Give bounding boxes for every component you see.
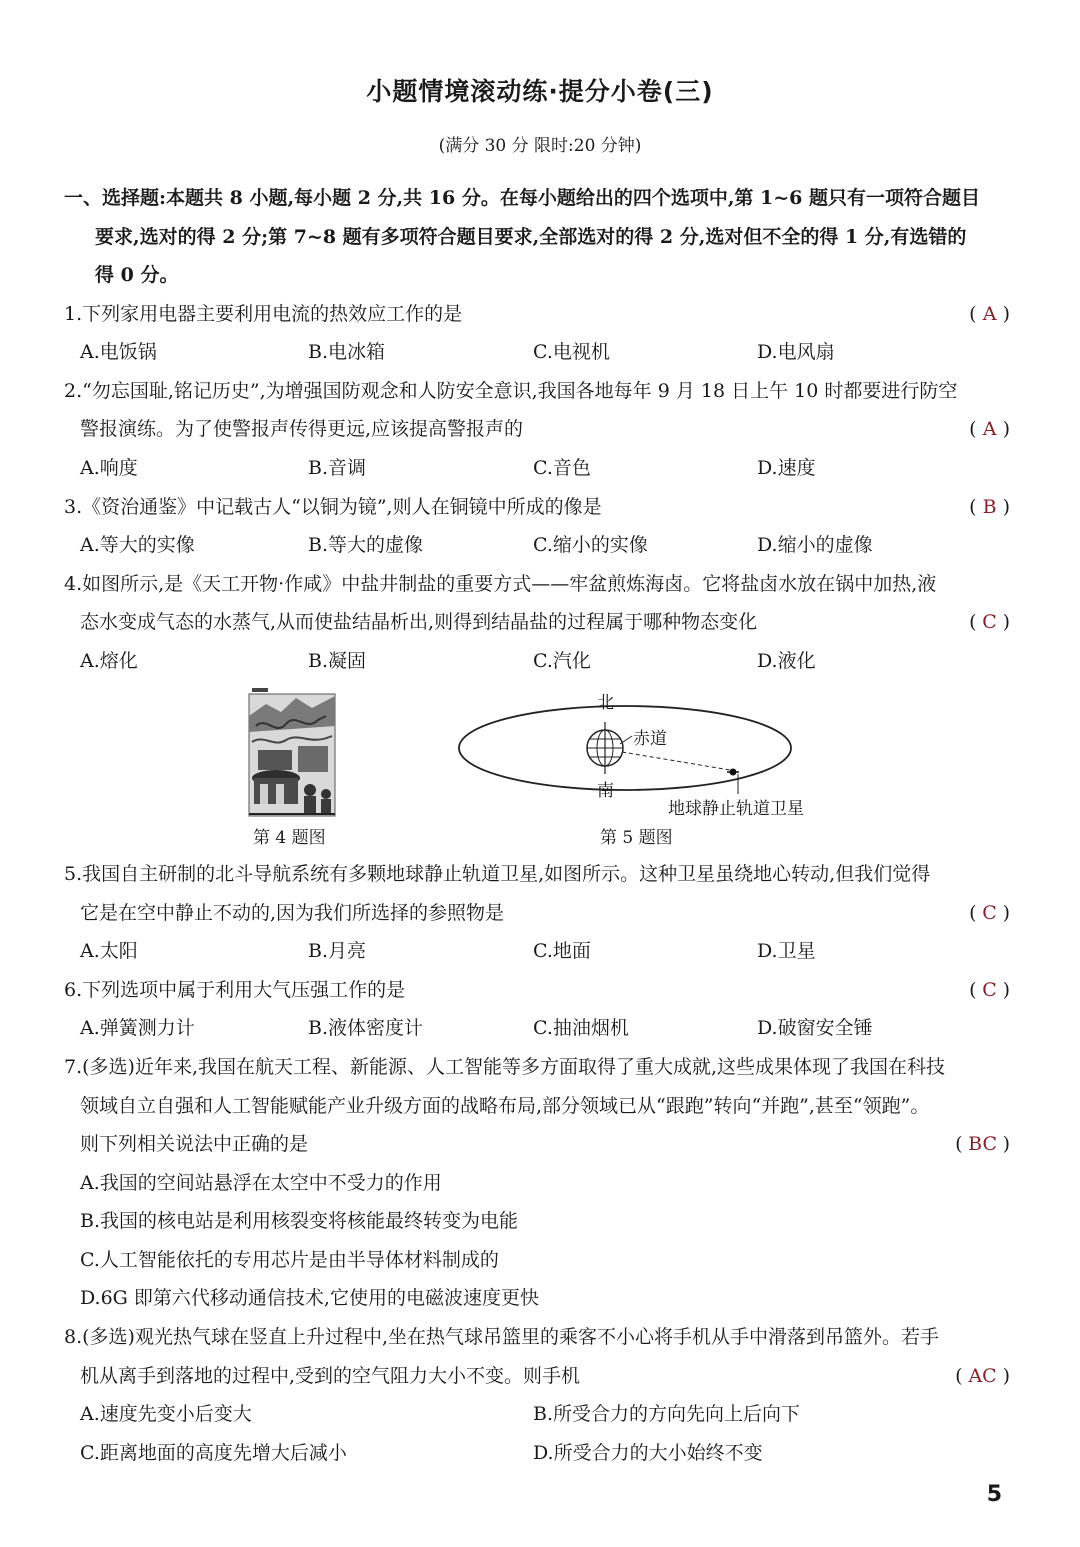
option-c: C.人工智能依托的专用芯片是由半导体材料制成的 <box>80 1249 499 1271</box>
question-7-option-c-row <box>0 1245 1080 1275</box>
question-1-answer: ( A ) <box>969 299 1010 329</box>
question-3 <box>0 492 1080 522</box>
question-5-options <box>0 936 1080 966</box>
option-a: A.太阳 <box>80 940 138 962</box>
option-b: B.等大的虚像 <box>308 534 424 556</box>
question-4 <box>0 569 1080 599</box>
answer-value: B <box>982 496 997 518</box>
option-a: A.熔化 <box>80 650 138 672</box>
question-7-stem-2: 领域自立自强和人工智能赋能产业升级方面的战略布局,部分领域已从“跟跑”转向“并跑”,甚至“领跑”。 <box>80 1095 930 1117</box>
option-a: A.速度先变小后变大 <box>80 1403 252 1425</box>
question-6 <box>0 975 1080 1005</box>
option-b: B.电冰箱 <box>308 341 386 363</box>
question-2 <box>0 376 1080 406</box>
question-8-options-row-2 <box>0 1438 1080 1468</box>
answer-value: AC <box>968 1365 997 1387</box>
question-7-line-3 <box>0 1129 1080 1159</box>
question-4-options <box>0 646 1080 676</box>
question-2-stem-1: 2.“勿忘国耻,铭记历史”,为增强国防观念和人防安全意识,我国各地每年 9 月 18 日上午 10 时都要进行防空 <box>64 380 958 402</box>
question-7-stem-3: 则下列相关说法中正确的是 <box>80 1133 309 1155</box>
question-2-stem-2: 警报演练。为了使警报声传得更远,应该提高警报声的 <box>80 418 524 440</box>
question-5 <box>0 859 1080 889</box>
question-2-line-2 <box>0 414 1080 444</box>
section-line-3: 得 0 分。 <box>95 264 179 286</box>
section-instructions <box>0 183 1080 213</box>
answer-value: A <box>982 303 997 325</box>
question-7-option-d-row <box>0 1283 1080 1313</box>
option-c: C.地面 <box>533 940 591 962</box>
question-7-option-a-row <box>0 1168 1080 1198</box>
option-a: A.响度 <box>80 457 138 479</box>
section-line-1: 一、选择题:本题共 8 小题,每小题 2 分,共 16 分。在每小题给出的四个选项中,第 1~6 题只有一项符合题目 <box>64 187 981 209</box>
question-2-answer: ( A ) <box>969 414 1010 444</box>
option-b: B.音调 <box>308 457 367 479</box>
option-a: A.电饭锅 <box>80 341 157 363</box>
option-a: A.等大的实像 <box>80 534 195 556</box>
question-8-options-row-1 <box>0 1399 1080 1429</box>
option-d: D.缩小的虚像 <box>757 534 873 556</box>
question-8-answer: ( AC ) <box>955 1361 1010 1391</box>
section-line-3-wrap <box>0 260 1080 290</box>
answer-value: C <box>982 902 997 924</box>
option-d: D.所受合力的大小始终不变 <box>533 1442 763 1464</box>
option-d: D.卫星 <box>757 940 816 962</box>
question-6-options <box>0 1013 1080 1043</box>
option-c: C.缩小的实像 <box>533 534 648 556</box>
option-b: B.液体密度计 <box>308 1017 424 1039</box>
question-7 <box>0 1052 1080 1082</box>
answer-value: A <box>982 418 997 440</box>
option-c: C.音色 <box>533 457 591 479</box>
answer-value: BC <box>968 1133 997 1155</box>
answer-value: C <box>982 979 997 1001</box>
question-5-stem-2: 它是在空中静止不动的,因为我们所选择的参照物是 <box>80 902 505 924</box>
option-b: B.凝固 <box>308 650 367 672</box>
option-b: B.所受合力的方向先向上后向下 <box>533 1403 801 1425</box>
question-8-line-2 <box>0 1361 1080 1391</box>
south-label: 南 <box>597 781 614 801</box>
question-8-stem-2: 机从离手到落地的过程中,受到的空气阻力大小不变。则手机 <box>80 1365 581 1387</box>
question-1 <box>0 299 1080 329</box>
option-b: B.我国的核电站是利用核裂变将核能最终转变为电能 <box>80 1210 519 1232</box>
north-label: 北 <box>597 693 614 713</box>
option-a: A.我国的空间站悬浮在太空中不受力的作用 <box>80 1172 442 1194</box>
question-7-line-2 <box>0 1091 1080 1121</box>
figure-5-caption: 第 5 题图 <box>600 828 673 848</box>
question-6-answer: ( C ) <box>969 975 1010 1005</box>
question-5-stem-1: 5.我国自主研制的北斗导航系统有多颗地球静止轨道卫星,如图所示。这种卫星虽绕地心转动,但我们觉得 <box>64 863 931 885</box>
option-d: D.破窗安全锤 <box>757 1017 873 1039</box>
option-d: D.速度 <box>757 457 816 479</box>
page-subtitle: (满分 30 分 限时:20 分钟) <box>438 136 642 156</box>
question-2-options <box>0 453 1080 483</box>
question-5-line-2 <box>0 898 1080 928</box>
question-6-stem: 6.下列选项中属于利用大气压强工作的是 <box>64 979 406 1001</box>
question-7-option-b-row <box>0 1206 1080 1236</box>
question-3-answer: ( B ) <box>969 492 1010 522</box>
question-4-stem-2: 态水变成气态的水蒸气,从而使盐结晶析出,则得到结晶盐的过程属于哪种物态变化 <box>80 611 758 633</box>
question-1-options <box>0 337 1080 367</box>
option-a: A.弹簧测力计 <box>80 1017 195 1039</box>
option-d: D.液化 <box>757 650 816 672</box>
question-3-options <box>0 530 1080 560</box>
question-5-answer: ( C ) <box>969 898 1010 928</box>
question-4-line-2 <box>0 607 1080 637</box>
page-title: 小题情境滚动练·提分小卷(三) <box>366 77 714 106</box>
option-d: D.6G 即第六代移动通信技术,它使用的电磁波速度更快 <box>80 1287 539 1309</box>
question-4-answer: ( C ) <box>969 607 1010 637</box>
answer-value: C <box>982 611 997 633</box>
figure-4-caption: 第 4 题图 <box>253 828 326 848</box>
option-c: C.电视机 <box>533 341 610 363</box>
section-line-2-wrap <box>0 222 1080 252</box>
question-8-stem-1: 8.(多选)观光热气球在竖直上升过程中,坐在热气球吊篮里的乘客不小心将手机从手中滑落到吊篮外。若手 <box>64 1326 939 1348</box>
option-c: C.距离地面的高度先增大后减小 <box>80 1442 347 1464</box>
question-7-stem-1: 7.(多选)近年来,我国在航天工程、新能源、人工智能等多方面取得了重大成就,这些成果体现了我国在科技 <box>64 1056 946 1078</box>
question-8 <box>0 1322 1080 1352</box>
satellite-label: 地球静止轨道卫星 <box>668 799 804 819</box>
salt-boiling-woodcut-figure <box>246 686 338 818</box>
question-1-stem: 1.下列家用电器主要利用电流的热效应工作的是 <box>64 303 463 325</box>
section-line-2: 要求,选对的得 2 分;第 7~8 题有多项符合题目要求,全部选对的得 2 分,选对但不全的得 1 分,有选错的 <box>95 226 967 248</box>
equator-label: 赤道 <box>633 729 667 749</box>
question-7-answer: ( BC ) <box>955 1129 1010 1159</box>
question-3-stem: 3.《资治通鉴》中记载古人“以铜为镜”,则人在铜镜中所成的像是 <box>64 496 602 518</box>
option-c: C.抽油烟机 <box>533 1017 629 1039</box>
question-4-stem-1: 4.如图所示,是《天工开物·作咸》中盐井制盐的重要方式——牢盆煎炼海卤。它将盐卤水放在锅中加热,液 <box>64 573 937 595</box>
option-d: D.电风扇 <box>757 341 835 363</box>
option-c: C.汽化 <box>533 650 591 672</box>
page-number: 5 <box>986 1482 1002 1507</box>
option-b: B.月亮 <box>308 940 367 962</box>
